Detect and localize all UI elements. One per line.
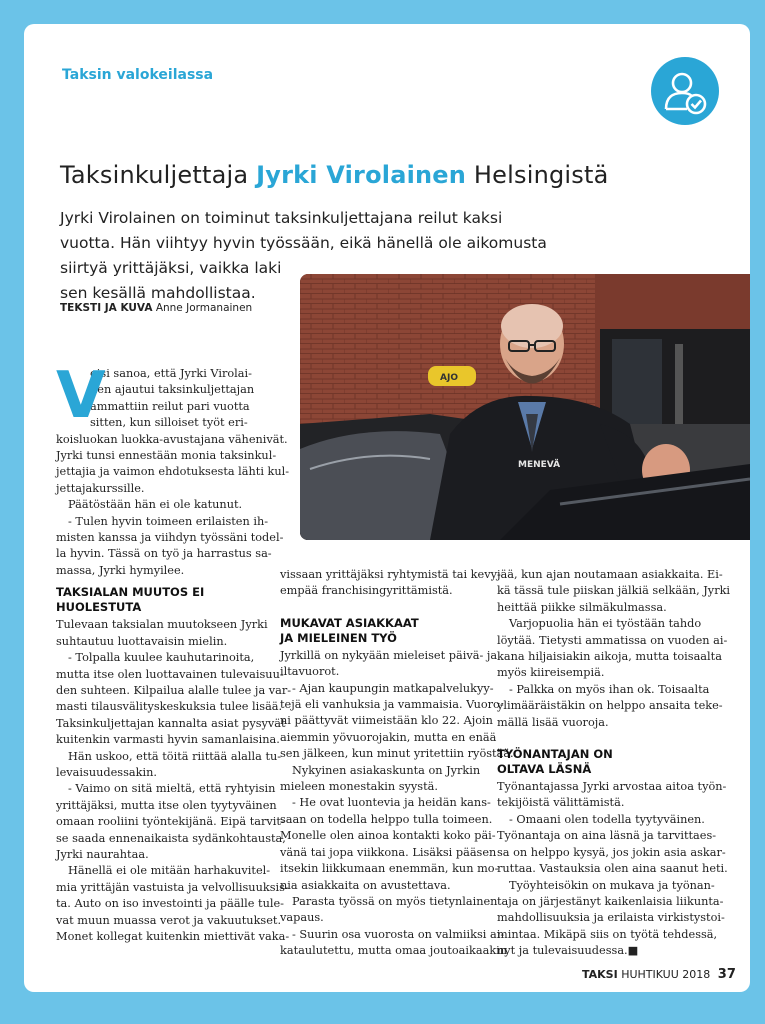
text-line: Hänellä ei ole mitään harhakuvitel-	[68, 864, 271, 878]
article-column-2	[280, 567, 514, 960]
text-line: levaisuudessakin.	[56, 765, 157, 779]
subheading-line: HUOLESTUTA	[56, 600, 142, 615]
text-line: Jyrki tunsi ennestään monia taksinkul-	[56, 449, 277, 463]
text-line: vissaan yrittäjäksi ryhtymistä tai kevy-	[280, 568, 501, 581]
text-line: ylimääräistäkin on helppo ansaita teke-	[497, 699, 723, 713]
text-line: Parasta työssä on myös tietynlainen	[292, 894, 498, 908]
text-line: löytää. Tietysti ammatissa on vuoden ai-	[497, 633, 728, 647]
text-line: kuitenkin varmasti hyvin samanlaisina.	[56, 733, 280, 747]
text-line: jää, kun ajan noutamaan asiakkaita. Ei-	[497, 568, 723, 581]
subheading-line: MUKAVAT ASIAKKAAT	[280, 615, 419, 630]
section-label: Taksin valokeilassa	[62, 67, 214, 83]
text-line: Taksinkuljettajan kannalta asiat pysyvät	[56, 716, 286, 730]
byline-names: Anne Jormanainen	[155, 302, 253, 314]
text-line: sa on helppo kysyä, jos jokin asia askar-	[497, 845, 726, 859]
text-line: Päätöstään hän ei ole katunut.	[68, 498, 243, 512]
text-line: Monet kollegat kuitenkin miettivät vaka-	[56, 930, 290, 943]
text-line: mieleen monestakin syystä.	[280, 780, 438, 794]
text-line: Tulevaan taksialan muutokseen Jyrki	[56, 618, 268, 632]
text-line: Jyrki naurahtaa.	[56, 847, 149, 861]
text-line: Hän uskoo, että töitä riittää alalla tu-	[68, 749, 282, 763]
text-line: jettajakurssille.	[56, 481, 145, 495]
title-post: Helsingistä	[473, 161, 609, 189]
lead-line: Jyrki Virolainen on toiminut taksinkuljettajana reilut kaksi	[60, 209, 503, 227]
text-line: Varjopuolia hän ei työstään tahdo	[509, 617, 702, 631]
text-line: - Tolpalla kuulee kauhutarinoita,	[68, 651, 255, 665]
text-line: kataulutettu, mutta omaa joutoaikaakin	[280, 944, 508, 958]
title-name: Jyrki Virolainen	[256, 161, 467, 189]
text-line: la hyvin. Tässä on työ ja harrastus sa-	[56, 547, 272, 561]
subheading-tyonantajan	[497, 747, 729, 777]
text-line: heittää piikke silmäkulmassa.	[497, 600, 667, 614]
text-line: ruttaa. Vastauksia olen aina saanut heti.	[497, 862, 728, 876]
text-line: nyt ja tulevaisuudessa.■	[497, 944, 639, 958]
text-line: sitten, kun silloiset työt eri-	[90, 416, 248, 430]
subheading-mukavat	[280, 616, 492, 646]
page-number: 37	[717, 967, 736, 982]
text-line: nen ajautui taksinkuljettajan	[90, 383, 255, 397]
text-line: - Tulen hyvin toimeen erilaisten ih-	[68, 514, 269, 528]
text-line: suhtautuu luottavaisin mielin.	[56, 634, 228, 648]
text-line: jettajia ja vaimon ehdotuksesta lähti kul-	[56, 465, 290, 479]
text-line: saan on todella helppo tulla toimeen.	[280, 812, 493, 826]
text-line: mahdollisuuksia ja erilaista virkistystoi-	[497, 911, 725, 925]
text-line: empää franchisingyrittämistä.	[280, 584, 453, 598]
text-line: myös kiireisempiä.	[497, 666, 605, 680]
article-column-3	[497, 567, 729, 960]
text-line: mia yrittäjän vastuista ja velvollisuuksis-	[56, 880, 289, 894]
text-line: nia asiakkaita on avustettava.	[280, 878, 451, 892]
text-line: massa, Jyrki hymyilee.	[56, 563, 185, 577]
text-line: oisi sanoa, että Jyrki Virolai-	[90, 367, 252, 380]
text-line: - Vaimo on sitä mieltä, että ryhtyisin	[68, 782, 276, 796]
text-line: sen jälkeen, kun minut yritettiin ryöstää.	[280, 747, 514, 761]
subheading-taksialan	[56, 585, 278, 615]
article-title	[60, 161, 609, 189]
title-pre: Taksinkuljettaja	[60, 161, 249, 189]
jacket-text: MENEVÄ	[518, 460, 561, 470]
page-footer	[582, 967, 736, 982]
lead-line: vuotta. Hän viihtyy hyvin työssään, eikä hänellä ole aikomusta	[60, 234, 547, 252]
text-line: - He ovat luontevia ja heidän kans-	[292, 796, 491, 810]
text-line: mällä lisää vuoroja.	[497, 715, 609, 729]
text-line: den suhteen. Kilpailua alalle tulee ja var-	[56, 683, 292, 697]
person-check-icon	[651, 57, 719, 125]
subheading-line: TYÖNANTAJAN ON	[497, 747, 613, 762]
text-line: Työnantaja on aina läsnä ja tarvittaes-	[497, 829, 717, 843]
drop-cap: V	[56, 359, 106, 433]
text-line: misten kanssa ja viihdyn työssäni todel-	[56, 531, 284, 545]
text-line: Työnantajassa Jyrki arvostaa aitoa työn-	[497, 780, 727, 794]
text-line: yrittäjäksi, mutta itse olen tyytyväinen	[56, 798, 277, 812]
text-line: taja on järjestänyt kaikenlaisia liikunta-	[497, 894, 724, 908]
driver-photo	[300, 274, 750, 540]
text-line: masti tilausvälityskeskuksia tulee lisää.	[56, 700, 283, 714]
subheading-line: TAKSIALAN MUUTOS EI	[56, 585, 205, 600]
subheading-line: OLTAVA LÄSNÄ	[497, 762, 592, 777]
text-line: Työyhteisökin on mukava ja työnan-	[509, 878, 715, 892]
text-line: - Palkka on myös ihan ok. Toisaalta	[509, 682, 710, 696]
text-line: - Suurin osa vuorosta on valmiiksi ai-	[292, 927, 505, 941]
text-line: Monelle olen ainoa kontakti koko päi-	[280, 829, 496, 843]
text-line: Nykyinen asiakaskunta on Jyrkin	[292, 763, 481, 777]
text-line: tekijöistä välittämistä.	[497, 796, 625, 810]
text-line: tejä eli vanhuksia ja vammaisia. Vuoro-	[280, 698, 504, 712]
text-line: Jyrkillä on nykyään mieleiset päivä- ja	[280, 648, 498, 662]
text-line: vat muun muassa verot ja vakuutukset.	[56, 913, 282, 927]
text-line: kä tässä tule piiskan jälkiä selkään, Jyrki	[497, 584, 731, 598]
text-line: vapaus.	[280, 911, 324, 925]
issue-label: HUHTIKUU 2018	[621, 968, 711, 981]
text-line: kana hiljaisiakin aikoja, mutta toisaalta	[497, 650, 722, 664]
article-column-1	[56, 359, 292, 945]
text-line: itsekin liikkumaan enemmän, kun mo-	[280, 862, 499, 876]
lead-line: sen kesällä mahdollistaa.	[60, 284, 256, 302]
byline-label: TEKSTI JA KUVA	[60, 302, 153, 314]
text-line: - Ajan kaupungin matkapalvelukyy-	[292, 681, 494, 695]
text-line: - Omaani olen todella tyytyväinen.	[509, 812, 705, 826]
text-line: ni päättyvät viimeistään klo 22. Ajoin	[280, 714, 493, 728]
text-line: aiemmin yövuorojakin, mutta en enää	[280, 730, 497, 744]
subheading-line: JA MIELEINEN TYÖ	[280, 630, 397, 645]
lead-line: siirtyä yrittäjäksi, vaikka laki	[60, 259, 282, 277]
magazine-page	[24, 24, 750, 992]
text-line: mintaa. Mikäpä siis on työtä tehdessä,	[497, 927, 718, 941]
text-line: iltavuorot.	[280, 665, 340, 679]
text-line: ammattiin reilut pari vuotta	[90, 399, 250, 413]
text-line: mutta itse olen luottavainen tulevaisuu-	[56, 667, 284, 681]
text-line: ta. Auto on iso investointi ja päälle tule-	[56, 897, 284, 911]
roof-sign-text: AJO	[440, 373, 458, 383]
byline	[60, 302, 252, 314]
text-line: vänä tai jopa viikkona. Lisäksi pääsen	[280, 845, 497, 859]
text-line: koisluokan luokka-avustajana vähenivät.	[56, 432, 288, 446]
text-line: se saada ennenaikaista sydänkohtausta,	[56, 831, 286, 845]
text-line: omaan rooliini työntekijänä. Eipä tarvit-	[56, 815, 285, 829]
magazine-name: TAKSI	[582, 968, 618, 981]
